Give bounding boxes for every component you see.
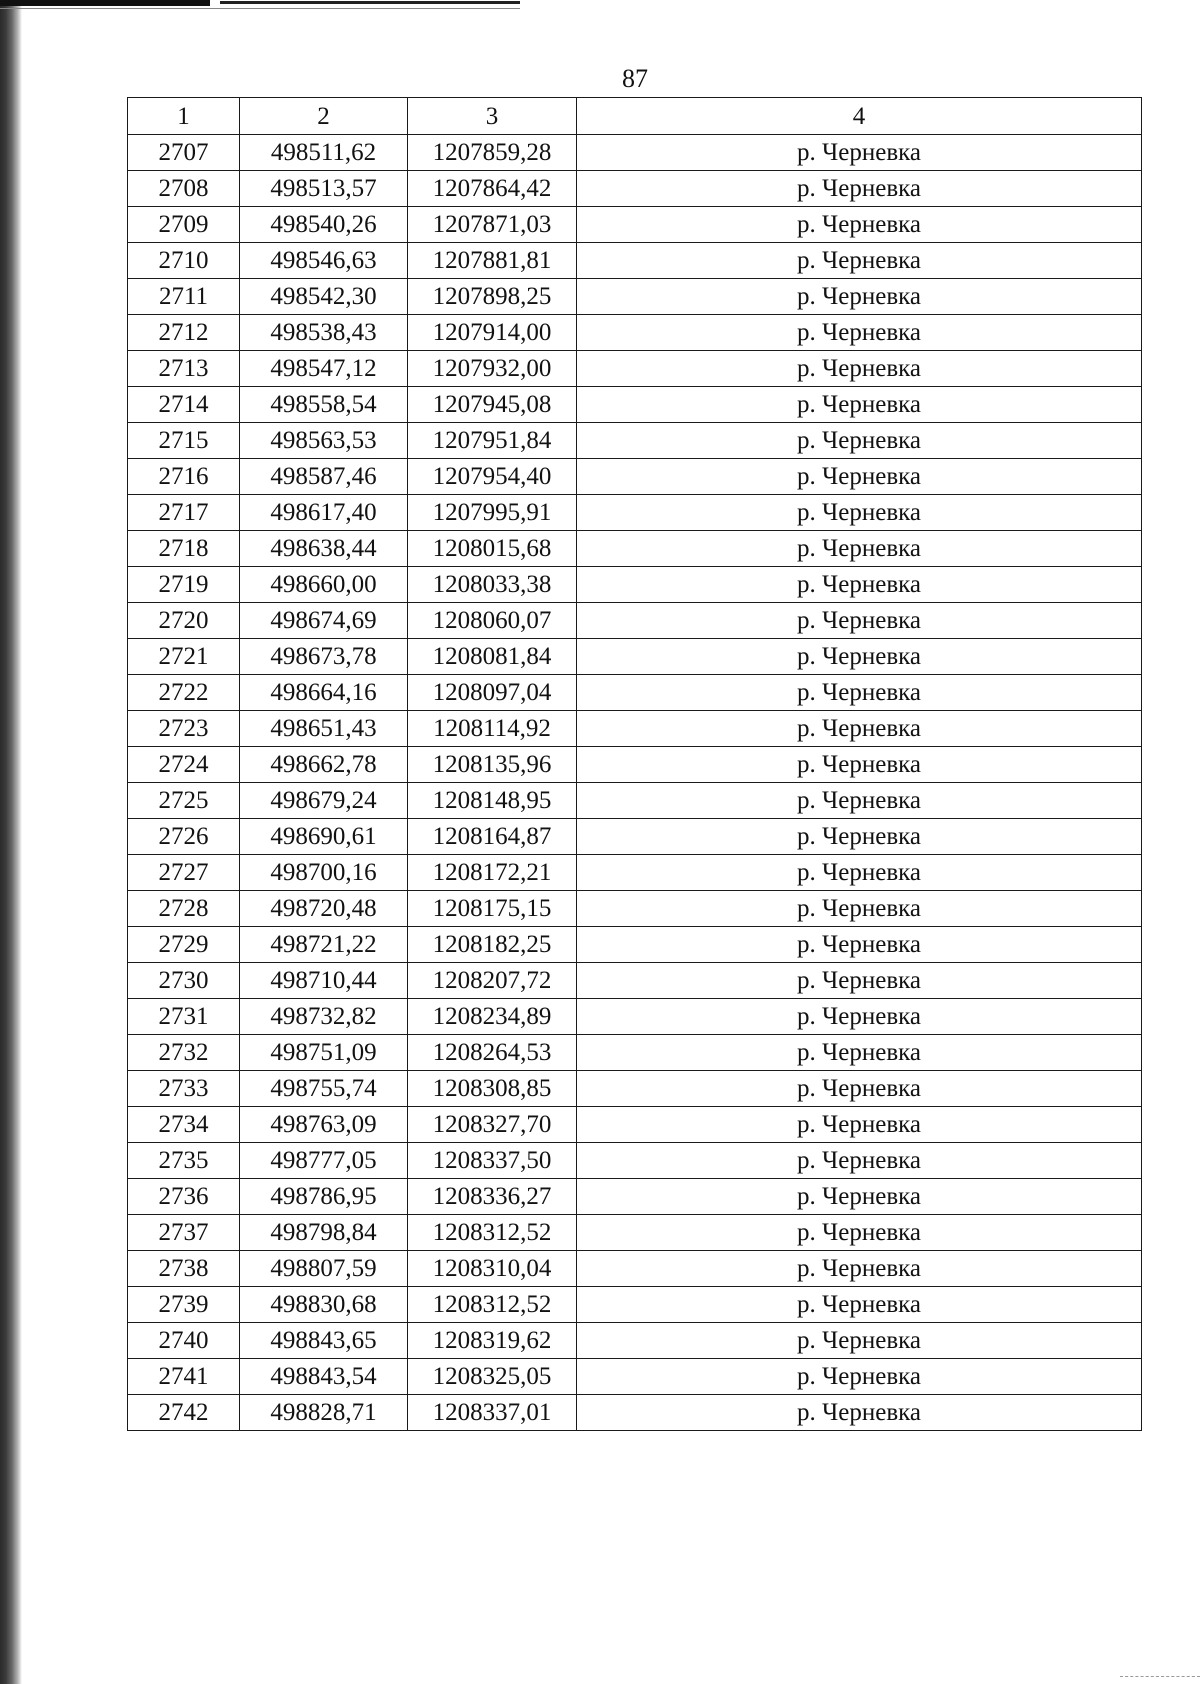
cell-y-coordinate: 1208164,87 — [408, 819, 577, 855]
cell-y-coordinate: 1208264,53 — [408, 1035, 577, 1071]
cell-point-number: 2741 — [128, 1359, 240, 1395]
cell-x-coordinate: 498786,95 — [240, 1179, 408, 1215]
table-row — [128, 819, 1142, 855]
table-row — [128, 279, 1142, 315]
cell-x-coordinate: 498542,30 — [240, 279, 408, 315]
cell-description: р. Черневка — [577, 1215, 1142, 1251]
header-cell-x-coordinate: 2 — [240, 98, 408, 135]
table-row — [128, 747, 1142, 783]
cell-y-coordinate: 1208182,25 — [408, 927, 577, 963]
cell-point-number: 2733 — [128, 1071, 240, 1107]
cell-y-coordinate: 1208172,21 — [408, 855, 577, 891]
cell-description: р. Черневка — [577, 1071, 1142, 1107]
cell-description: р. Черневка — [577, 207, 1142, 243]
cell-y-coordinate: 1208327,70 — [408, 1107, 577, 1143]
table-row — [128, 711, 1142, 747]
cell-description: р. Черневка — [577, 747, 1142, 783]
cell-x-coordinate: 498660,00 — [240, 567, 408, 603]
cell-point-number: 2720 — [128, 603, 240, 639]
table-row — [128, 1323, 1142, 1359]
cell-description: р. Черневка — [577, 531, 1142, 567]
cell-point-number: 2710 — [128, 243, 240, 279]
cell-point-number: 2708 — [128, 171, 240, 207]
cell-y-coordinate: 1208312,52 — [408, 1287, 577, 1323]
cell-description: р. Черневка — [577, 135, 1142, 171]
table-row — [128, 999, 1142, 1035]
scan-bottom-mark — [1120, 1676, 1200, 1678]
cell-x-coordinate: 498547,12 — [240, 351, 408, 387]
cell-point-number: 2732 — [128, 1035, 240, 1071]
cell-y-coordinate: 1208114,92 — [408, 711, 577, 747]
cell-y-coordinate: 1207881,81 — [408, 243, 577, 279]
header-row — [128, 98, 1142, 135]
cell-description: р. Черневка — [577, 963, 1142, 999]
scan-top-rule — [0, 0, 210, 6]
table-row — [128, 171, 1142, 207]
cell-description: р. Черневка — [577, 1251, 1142, 1287]
cell-description: р. Черневка — [577, 1179, 1142, 1215]
cell-description: р. Черневка — [577, 1287, 1142, 1323]
table-row — [128, 1179, 1142, 1215]
scan-top-rule — [220, 1, 520, 4]
scan-left-edge-shadow — [0, 0, 22, 1684]
cell-x-coordinate: 498674,69 — [240, 603, 408, 639]
cell-y-coordinate: 1208337,50 — [408, 1143, 577, 1179]
cell-y-coordinate: 1208310,04 — [408, 1251, 577, 1287]
page-number: 87 — [622, 64, 648, 93]
cell-y-coordinate: 1208060,07 — [408, 603, 577, 639]
cell-description: р. Черневка — [577, 387, 1142, 423]
cell-description: р. Черневка — [577, 783, 1142, 819]
table-row — [128, 1107, 1142, 1143]
cell-y-coordinate: 1208175,15 — [408, 891, 577, 927]
table-row — [128, 531, 1142, 567]
cell-x-coordinate: 498830,68 — [240, 1287, 408, 1323]
table-header — [128, 98, 1142, 135]
cell-x-coordinate: 498651,43 — [240, 711, 408, 747]
cell-description: р. Черневка — [577, 423, 1142, 459]
cell-point-number: 2742 — [128, 1395, 240, 1431]
cell-y-coordinate: 1208033,38 — [408, 567, 577, 603]
cell-point-number: 2714 — [128, 387, 240, 423]
cell-point-number: 2739 — [128, 1287, 240, 1323]
scan-top-hairline — [0, 8, 520, 9]
cell-x-coordinate: 498828,71 — [240, 1395, 408, 1431]
cell-x-coordinate: 498720,48 — [240, 891, 408, 927]
table-row — [128, 243, 1142, 279]
cell-x-coordinate: 498710,44 — [240, 963, 408, 999]
cell-y-coordinate: 1208325,05 — [408, 1359, 577, 1395]
cell-y-coordinate: 1208015,68 — [408, 531, 577, 567]
table-row — [128, 927, 1142, 963]
cell-description: р. Черневка — [577, 999, 1142, 1035]
cell-y-coordinate: 1208234,89 — [408, 999, 577, 1035]
cell-description: р. Черневка — [577, 351, 1142, 387]
cell-x-coordinate: 498690,61 — [240, 819, 408, 855]
table-row — [128, 495, 1142, 531]
cell-x-coordinate: 498546,63 — [240, 243, 408, 279]
cell-x-coordinate: 498798,84 — [240, 1215, 408, 1251]
cell-x-coordinate: 498777,05 — [240, 1143, 408, 1179]
cell-x-coordinate: 498664,16 — [240, 675, 408, 711]
cell-description: р. Черневка — [577, 279, 1142, 315]
table-row — [128, 351, 1142, 387]
table-row — [128, 963, 1142, 999]
coordinates-table — [127, 97, 1142, 1431]
cell-point-number: 2738 — [128, 1251, 240, 1287]
cell-x-coordinate: 498638,44 — [240, 531, 408, 567]
cell-x-coordinate: 498587,46 — [240, 459, 408, 495]
cell-point-number: 2736 — [128, 1179, 240, 1215]
cell-description: р. Черневка — [577, 1395, 1142, 1431]
table-row — [128, 207, 1142, 243]
cell-description: р. Черневка — [577, 639, 1142, 675]
cell-x-coordinate: 498721,22 — [240, 927, 408, 963]
cell-point-number: 2717 — [128, 495, 240, 531]
cell-x-coordinate: 498751,09 — [240, 1035, 408, 1071]
cell-point-number: 2725 — [128, 783, 240, 819]
cell-point-number: 2718 — [128, 531, 240, 567]
table-body — [128, 135, 1142, 1431]
cell-description: р. Черневка — [577, 1035, 1142, 1071]
table-row — [128, 567, 1142, 603]
cell-description: р. Черневка — [577, 891, 1142, 927]
table-row — [128, 639, 1142, 675]
cell-x-coordinate: 498679,24 — [240, 783, 408, 819]
cell-y-coordinate: 1208337,01 — [408, 1395, 577, 1431]
cell-x-coordinate: 498807,59 — [240, 1251, 408, 1287]
cell-point-number: 2729 — [128, 927, 240, 963]
cell-x-coordinate: 498563,53 — [240, 423, 408, 459]
cell-description: р. Черневка — [577, 711, 1142, 747]
table-row — [128, 1143, 1142, 1179]
cell-x-coordinate: 498513,57 — [240, 171, 408, 207]
cell-point-number: 2719 — [128, 567, 240, 603]
cell-x-coordinate: 498843,65 — [240, 1323, 408, 1359]
cell-point-number: 2734 — [128, 1107, 240, 1143]
cell-point-number: 2726 — [128, 819, 240, 855]
cell-description: р. Черневка — [577, 855, 1142, 891]
cell-x-coordinate: 498755,74 — [240, 1071, 408, 1107]
table-row — [128, 855, 1142, 891]
table-row — [128, 675, 1142, 711]
cell-y-coordinate: 1207859,28 — [408, 135, 577, 171]
cell-y-coordinate: 1207864,42 — [408, 171, 577, 207]
table-row — [128, 783, 1142, 819]
cell-y-coordinate: 1207914,00 — [408, 315, 577, 351]
cell-x-coordinate: 498662,78 — [240, 747, 408, 783]
table-row — [128, 1395, 1142, 1431]
cell-y-coordinate: 1208148,95 — [408, 783, 577, 819]
cell-point-number: 2713 — [128, 351, 240, 387]
cell-y-coordinate: 1207951,84 — [408, 423, 577, 459]
cell-point-number: 2724 — [128, 747, 240, 783]
cell-y-coordinate: 1207898,25 — [408, 279, 577, 315]
table-row — [128, 459, 1142, 495]
table-row — [128, 1071, 1142, 1107]
cell-point-number: 2740 — [128, 1323, 240, 1359]
cell-description: р. Черневка — [577, 819, 1142, 855]
cell-x-coordinate: 498511,62 — [240, 135, 408, 171]
cell-y-coordinate: 1208308,85 — [408, 1071, 577, 1107]
cell-y-coordinate: 1208312,52 — [408, 1215, 577, 1251]
cell-y-coordinate: 1208319,62 — [408, 1323, 577, 1359]
cell-description: р. Черневка — [577, 1359, 1142, 1395]
cell-point-number: 2715 — [128, 423, 240, 459]
cell-y-coordinate: 1208081,84 — [408, 639, 577, 675]
cell-x-coordinate: 498763,09 — [240, 1107, 408, 1143]
table-row — [128, 423, 1142, 459]
cell-description: р. Черневка — [577, 315, 1142, 351]
cell-y-coordinate: 1208135,96 — [408, 747, 577, 783]
cell-y-coordinate: 1207871,03 — [408, 207, 577, 243]
header-cell-description: 4 — [577, 98, 1142, 135]
table-row — [128, 603, 1142, 639]
header-cell-point-number: 1 — [128, 98, 240, 135]
cell-point-number: 2707 — [128, 135, 240, 171]
cell-point-number: 2727 — [128, 855, 240, 891]
cell-y-coordinate: 1207932,00 — [408, 351, 577, 387]
cell-point-number: 2722 — [128, 675, 240, 711]
cell-point-number: 2728 — [128, 891, 240, 927]
cell-description: р. Черневка — [577, 927, 1142, 963]
cell-description: р. Черневка — [577, 567, 1142, 603]
cell-y-coordinate: 1207954,40 — [408, 459, 577, 495]
cell-x-coordinate: 498540,26 — [240, 207, 408, 243]
cell-description: р. Черневка — [577, 675, 1142, 711]
header-cell-y-coordinate: 3 — [408, 98, 577, 135]
table-row — [128, 891, 1142, 927]
cell-x-coordinate: 498538,43 — [240, 315, 408, 351]
cell-x-coordinate: 498843,54 — [240, 1359, 408, 1395]
cell-point-number: 2731 — [128, 999, 240, 1035]
cell-x-coordinate: 498558,54 — [240, 387, 408, 423]
cell-description: р. Черневка — [577, 171, 1142, 207]
cell-point-number: 2723 — [128, 711, 240, 747]
table-row — [128, 135, 1142, 171]
table-row — [128, 1287, 1142, 1323]
cell-description: р. Черневка — [577, 243, 1142, 279]
cell-x-coordinate: 498673,78 — [240, 639, 408, 675]
cell-point-number: 2735 — [128, 1143, 240, 1179]
table-row — [128, 1359, 1142, 1395]
table-row — [128, 1251, 1142, 1287]
cell-point-number: 2716 — [128, 459, 240, 495]
cell-y-coordinate: 1208336,27 — [408, 1179, 577, 1215]
cell-point-number: 2711 — [128, 279, 240, 315]
table-row — [128, 1215, 1142, 1251]
table-row — [128, 315, 1142, 351]
cell-description: р. Черневка — [577, 1107, 1142, 1143]
cell-description: р. Черневка — [577, 495, 1142, 531]
table-row — [128, 387, 1142, 423]
cell-point-number: 2721 — [128, 639, 240, 675]
cell-x-coordinate: 498700,16 — [240, 855, 408, 891]
cell-description: р. Черневка — [577, 459, 1142, 495]
table-row — [128, 1035, 1142, 1071]
cell-x-coordinate: 498617,40 — [240, 495, 408, 531]
cell-description: р. Черневка — [577, 1143, 1142, 1179]
cell-point-number: 2709 — [128, 207, 240, 243]
cell-y-coordinate: 1208097,04 — [408, 675, 577, 711]
cell-description: р. Черневка — [577, 603, 1142, 639]
cell-point-number: 2730 — [128, 963, 240, 999]
cell-point-number: 2737 — [128, 1215, 240, 1251]
cell-x-coordinate: 498732,82 — [240, 999, 408, 1035]
cell-y-coordinate: 1208207,72 — [408, 963, 577, 999]
cell-y-coordinate: 1207995,91 — [408, 495, 577, 531]
cell-point-number: 2712 — [128, 315, 240, 351]
cell-description: р. Черневка — [577, 1323, 1142, 1359]
cell-y-coordinate: 1207945,08 — [408, 387, 577, 423]
